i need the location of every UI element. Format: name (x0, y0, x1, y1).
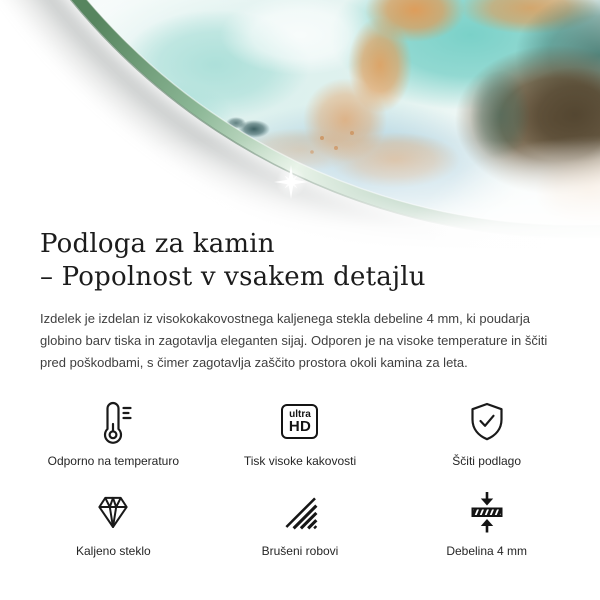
title-line-1: Podloga za kamin (40, 229, 275, 259)
feature-label: Kaljeno steklo (75, 544, 151, 558)
product-image (0, 0, 600, 250)
shield-check-icon (465, 398, 509, 445)
ultra-hd-text-top: ultra (289, 408, 311, 420)
feature-item-temperature (20, 398, 207, 468)
page-title (40, 228, 426, 294)
beveled-edges-icon (280, 488, 320, 535)
feature-item-polished-edges (207, 488, 394, 558)
feature-item-protection (393, 398, 580, 468)
diamond-icon (93, 488, 133, 535)
thermometer-icon (90, 398, 136, 445)
title-line-2: – Popolnost v vsakem detajlu (40, 262, 426, 292)
feature-grid (20, 398, 580, 558)
feature-label: Debelina 4 mm (446, 544, 528, 558)
thickness-arrows-icon (465, 488, 509, 535)
feature-item-print-quality (207, 398, 394, 468)
feature-item-tempered-glass (20, 488, 207, 558)
feature-item-thickness (393, 488, 580, 558)
product-description: Izdelek je izdelan iz visokokakovostnega kaljenega stekla debeline 4 mm, ki poudarja globino barv tiska in zagotavlja eleganten sijaj. Odporen je na visoke temperature in ščiti pred poškodbami, s čimer zagotavlja zaščito prostora okoli kamina za leta. (40, 311, 548, 370)
feature-label: Odporno na temperaturo (47, 454, 180, 468)
feature-label: Tisk visoke kakovosti (243, 454, 357, 468)
ultra-hd-icon (281, 398, 318, 445)
feature-label: Ščiti podlago (452, 454, 522, 468)
ultra-hd-text-bottom: HD (288, 417, 312, 435)
feature-label: Brušeni robovi (261, 544, 339, 558)
